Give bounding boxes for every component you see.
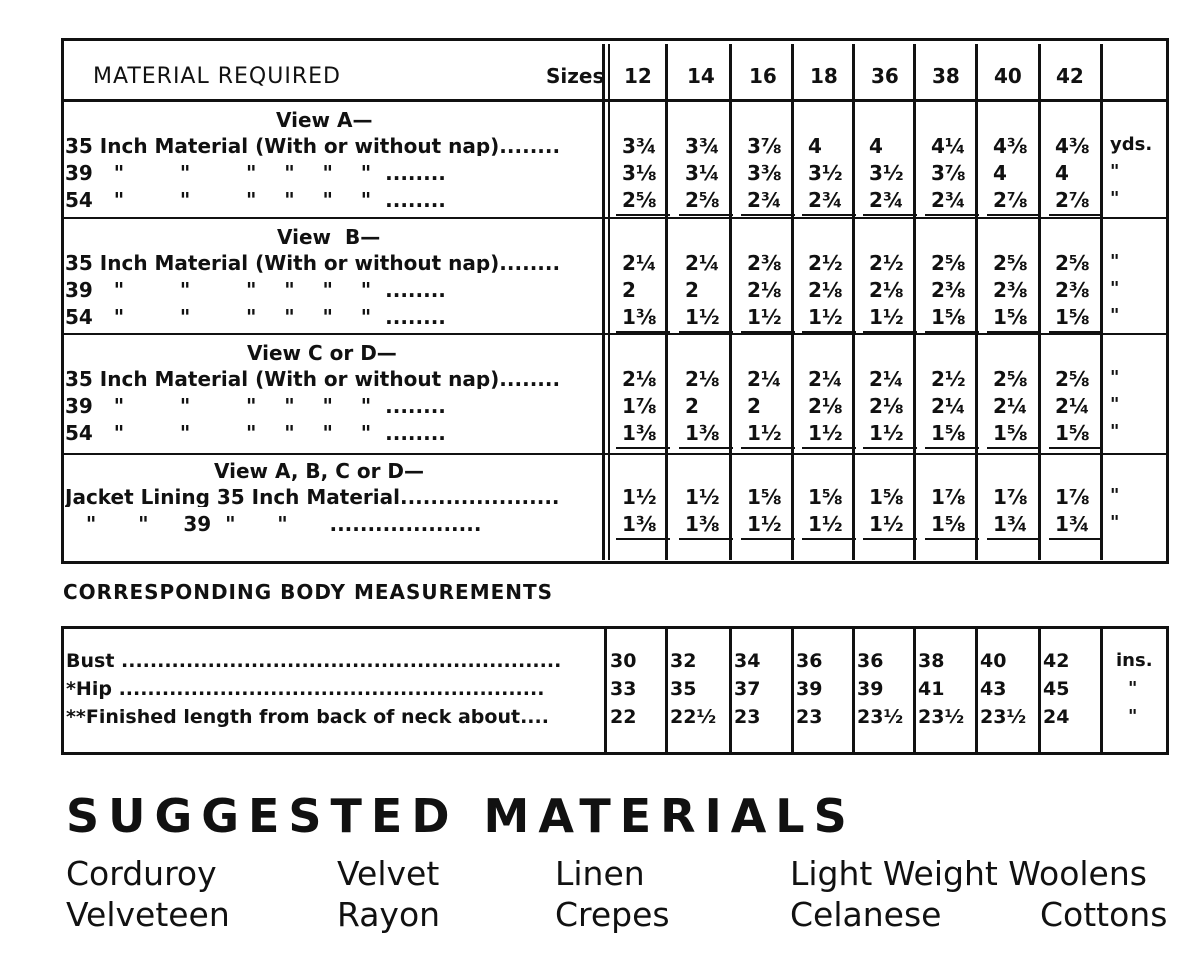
material-value-cell: 1⅞: [931, 485, 966, 509]
material-value-cell: 2⅞: [1055, 188, 1090, 212]
material-value-cell: 3¼: [685, 161, 720, 185]
size-header: 14: [687, 64, 715, 88]
material-value-cell: 2⅜: [993, 278, 1028, 302]
material-value-cell: 2⅛: [622, 367, 657, 391]
material-value-cell: 2⅛: [747, 278, 782, 302]
value-underline: [863, 214, 917, 216]
material-row-label: 35 Inch Material (With or without nap)........: [65, 253, 561, 273]
material-value-cell: 2⅛: [808, 394, 843, 418]
size-header: 16: [749, 64, 777, 88]
material-value-cell: 1⅝: [808, 485, 843, 509]
body-value-cell: 40: [980, 650, 1007, 672]
size-header: 38: [932, 64, 960, 88]
body-value-cell: 23: [734, 706, 761, 728]
material-value-cell: 2¼: [685, 251, 720, 275]
material-value-cell: 1½: [869, 305, 904, 329]
material-value-cell: 4: [1055, 161, 1069, 185]
material-value-cell: 1⅝: [993, 305, 1028, 329]
material-value-cell: 1½: [747, 421, 782, 445]
material-value-cell: 2¼: [808, 367, 843, 391]
material-value-cell: 4¼: [931, 134, 966, 158]
material-value-cell: 1½: [808, 305, 843, 329]
body-value-cell: 43: [980, 678, 1007, 700]
material-value-cell: 1⅞: [622, 394, 657, 418]
body-row-label: *Hip ...........................................................: [66, 680, 545, 699]
value-underline: [925, 214, 979, 216]
body-value-cell: 33: [610, 678, 637, 700]
unit-label: ": [1110, 421, 1120, 442]
material-value-cell: 1⅝: [869, 485, 904, 509]
material-value-cell: 2¾: [931, 188, 966, 212]
material-row-label: 54 " " " " " " ........: [65, 423, 446, 443]
material-value-cell: 2: [685, 394, 699, 418]
unit-label: ": [1110, 485, 1120, 506]
value-underline: [679, 331, 733, 333]
value-underline: [679, 447, 733, 449]
material-value-cell: 3⅜: [747, 161, 782, 185]
value-underline: [616, 331, 670, 333]
material-value-cell: 2⅞: [993, 188, 1028, 212]
material-value-cell: 2⅜: [747, 251, 782, 275]
material-row-label: 35 Inch Material (With or without nap)........: [65, 136, 561, 156]
value-underline: [987, 447, 1041, 449]
unit-label: ins.: [1116, 650, 1153, 671]
material-value-cell: 1⅜: [685, 421, 720, 445]
material-item: Velvet: [337, 854, 440, 893]
material-value-cell: 2¼: [622, 251, 657, 275]
material-value-cell: 1⅜: [622, 512, 657, 536]
unit-label: ": [1110, 367, 1120, 388]
value-underline: [616, 214, 670, 216]
material-value-cell: 4⅜: [1055, 134, 1090, 158]
view-a-label: View A—: [276, 108, 373, 132]
material-value-cell: 1⅝: [1055, 305, 1090, 329]
body-value-cell: 22½: [670, 706, 717, 728]
unit-label: ": [1110, 161, 1120, 182]
material-value-cell: 2: [747, 394, 761, 418]
material-value-cell: 2¾: [808, 188, 843, 212]
material-value-cell: 3½: [808, 161, 843, 185]
material-row-label: 54 " " " " " " ........: [65, 307, 446, 327]
body-value-cell: 23½: [980, 706, 1027, 728]
view-all-label: View A, B, C or D—: [214, 459, 425, 483]
value-underline: [679, 538, 733, 540]
material-row-label: 39 " " " " " " ........: [65, 163, 446, 183]
view-b-label: View B—: [277, 225, 381, 249]
material-value-cell: 1½: [685, 305, 720, 329]
body-measurements-title: CORRESPONDING BODY MEASUREMENTS: [63, 580, 554, 604]
value-underline: [741, 447, 795, 449]
body-row-label: Bust .............................................................: [66, 652, 562, 671]
body-value-cell: 23½: [857, 706, 904, 728]
material-value-cell: 1¾: [1055, 512, 1090, 536]
unit-label: yds.: [1110, 134, 1153, 155]
material-value-cell: 1½: [622, 485, 657, 509]
value-underline: [1049, 214, 1103, 216]
material-value-cell: 2½: [869, 251, 904, 275]
material-value-cell: 3⅛: [622, 161, 657, 185]
material-value-cell: 1½: [685, 485, 720, 509]
material-row-label: 35 Inch Material (With or without nap)........: [65, 369, 561, 389]
value-underline: [925, 538, 979, 540]
material-value-cell: 1⅝: [993, 421, 1028, 445]
material-value-cell: 2⅝: [931, 251, 966, 275]
material-value-cell: 2⅛: [685, 367, 720, 391]
value-underline: [1049, 331, 1103, 333]
value-underline: [802, 331, 856, 333]
material-value-cell: 1⅝: [931, 512, 966, 536]
material-value-cell: 1⅝: [747, 485, 782, 509]
value-underline: [863, 331, 917, 333]
value-underline: [679, 214, 733, 216]
value-underline: [1049, 538, 1103, 540]
material-item: Rayon: [337, 895, 441, 934]
material-value-cell: 4⅜: [993, 134, 1028, 158]
value-underline: [925, 331, 979, 333]
material-item: Celanese: [790, 895, 942, 934]
body-value-cell: 30: [610, 650, 637, 672]
material-required-title: MATERIAL REQUIRED: [93, 64, 341, 89]
material-item: Velveteen: [66, 895, 230, 934]
material-row-label: " " 39 " " ....................: [65, 514, 482, 534]
material-value-cell: 3½: [869, 161, 904, 185]
material-value-cell: 2⅝: [622, 188, 657, 212]
value-underline: [741, 538, 795, 540]
value-underline: [802, 538, 856, 540]
material-value-cell: 2⅜: [931, 278, 966, 302]
value-underline: [802, 214, 856, 216]
unit-label: ": [1110, 278, 1120, 299]
material-value-cell: 1⅞: [993, 485, 1028, 509]
material-value-cell: 3⅞: [747, 134, 782, 158]
material-value-cell: 2⅜: [1055, 278, 1090, 302]
value-underline: [863, 447, 917, 449]
value-underline: [741, 214, 795, 216]
value-underline: [987, 214, 1041, 216]
unit-label: ": [1110, 251, 1120, 272]
unit-label: ": [1110, 305, 1120, 326]
material-value-cell: 1⅜: [622, 305, 657, 329]
value-underline: [1049, 447, 1103, 449]
material-value-cell: 1½: [869, 421, 904, 445]
material-value-cell: 2¾: [869, 188, 904, 212]
suggested-materials-title: SUGGESTED MATERIALS: [66, 789, 856, 843]
material-row-label: 39 " " " " " " ........: [65, 280, 446, 300]
material-value-cell: 2: [685, 278, 699, 302]
body-value-cell: 22: [610, 706, 637, 728]
material-value-cell: 2½: [931, 367, 966, 391]
value-underline: [741, 331, 795, 333]
material-item: Linen: [555, 854, 645, 893]
material-row-label: 54 " " " " " " ........: [65, 190, 446, 210]
material-value-cell: 2⅝: [1055, 251, 1090, 275]
material-value-cell: 1½: [747, 305, 782, 329]
body-value-cell: 36: [796, 650, 823, 672]
material-value-cell: 1⅞: [1055, 485, 1090, 509]
material-value-cell: 2¾: [747, 188, 782, 212]
material-value-cell: 3⅞: [931, 161, 966, 185]
unit-label: ": [1128, 678, 1138, 699]
material-value-cell: 2⅝: [993, 367, 1028, 391]
unit-label: ": [1128, 706, 1138, 727]
material-value-cell: 2¼: [1055, 394, 1090, 418]
value-underline: [987, 538, 1041, 540]
material-value-cell: 1⅝: [931, 305, 966, 329]
material-value-cell: 2⅝: [993, 251, 1028, 275]
material-value-cell: 3¾: [685, 134, 720, 158]
body-value-cell: 39: [857, 678, 884, 700]
material-item: Corduroy: [66, 854, 217, 893]
material-value-cell: 4: [993, 161, 1007, 185]
value-underline: [863, 538, 917, 540]
material-value-cell: 2⅝: [1055, 367, 1090, 391]
value-underline: [616, 447, 670, 449]
material-value-cell: 1⅝: [1055, 421, 1090, 445]
material-value-cell: 2¼: [747, 367, 782, 391]
unit-label: ": [1110, 394, 1120, 415]
size-header: 18: [810, 64, 838, 88]
body-value-cell: 23: [796, 706, 823, 728]
size-header: 42: [1056, 64, 1084, 88]
material-value-cell: 1⅝: [931, 421, 966, 445]
material-value-cell: 4: [808, 134, 822, 158]
size-header: 12: [624, 64, 652, 88]
material-value-cell: 2½: [808, 251, 843, 275]
body-value-cell: 37: [734, 678, 761, 700]
body-value-cell: 32: [670, 650, 697, 672]
body-value-cell: 36: [857, 650, 884, 672]
material-value-cell: 1⅜: [685, 512, 720, 536]
unit-label: ": [1110, 188, 1120, 209]
material-value-cell: 1½: [747, 512, 782, 536]
body-value-cell: 34: [734, 650, 761, 672]
material-value-cell: 4: [869, 134, 883, 158]
material-value-cell: 2⅝: [685, 188, 720, 212]
material-value-cell: 2⅛: [808, 278, 843, 302]
material-item: Crepes: [555, 895, 670, 934]
value-underline: [925, 447, 979, 449]
value-underline: [802, 447, 856, 449]
material-row-label: 39 " " " " " " ........: [65, 396, 446, 416]
material-value-cell: 2¼: [931, 394, 966, 418]
body-value-cell: 38: [918, 650, 945, 672]
material-row-label: Jacket Lining 35 Inch Material.....................: [65, 487, 560, 507]
body-value-cell: 23½: [918, 706, 965, 728]
body-value-cell: 35: [670, 678, 697, 700]
body-row-label: **Finished length from back of neck about....: [66, 708, 549, 727]
size-header: 40: [994, 64, 1022, 88]
material-value-cell: 1½: [808, 512, 843, 536]
value-underline: [987, 331, 1041, 333]
material-value-cell: 3¾: [622, 134, 657, 158]
material-value-cell: 2⅛: [869, 278, 904, 302]
material-value-cell: 2¼: [993, 394, 1028, 418]
size-header: 36: [871, 64, 899, 88]
material-value-cell: 1¾: [993, 512, 1028, 536]
view-c-d-label: View C or D—: [247, 341, 397, 365]
material-item: Cottons: [1040, 895, 1168, 934]
material-value-cell: 1½: [808, 421, 843, 445]
material-value-cell: 1⅜: [622, 421, 657, 445]
value-underline: [616, 538, 670, 540]
material-value-cell: 2: [622, 278, 636, 302]
body-value-cell: 24: [1043, 706, 1070, 728]
material-value-cell: 2⅛: [869, 394, 904, 418]
material-item: Light Weight Woolens: [790, 854, 1147, 893]
material-value-cell: 1½: [869, 512, 904, 536]
body-value-cell: 39: [796, 678, 823, 700]
unit-label: ": [1110, 512, 1120, 533]
sizes-label: Sizes: [546, 64, 605, 88]
body-value-cell: 45: [1043, 678, 1070, 700]
body-value-cell: 42: [1043, 650, 1070, 672]
body-value-cell: 41: [918, 678, 945, 700]
material-value-cell: 2¼: [869, 367, 904, 391]
